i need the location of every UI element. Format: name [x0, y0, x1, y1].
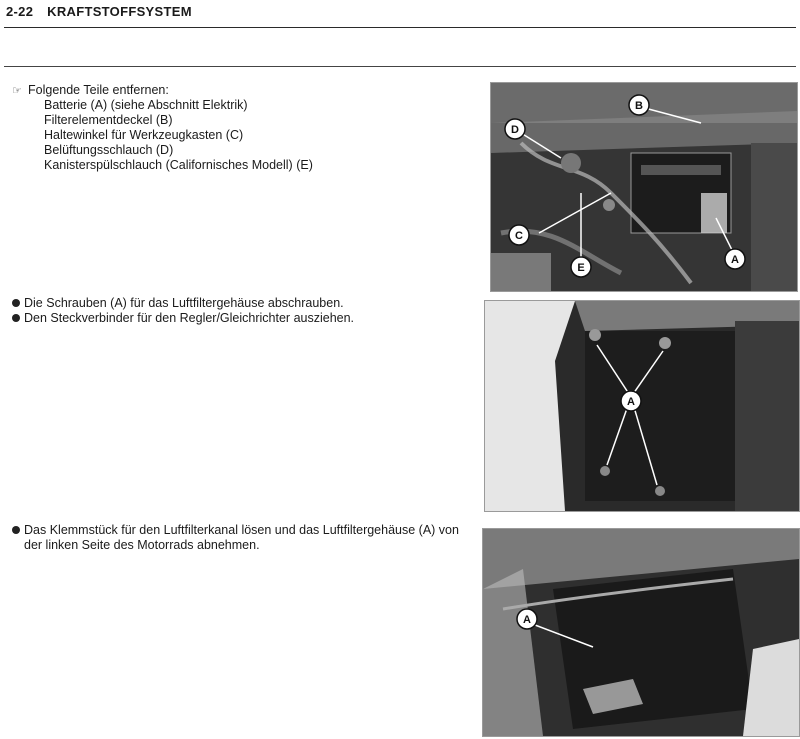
- header-rule: [4, 27, 796, 28]
- callout-a: [621, 391, 641, 411]
- step-item: [12, 311, 472, 326]
- pointer-icon: ☞: [12, 85, 22, 97]
- step-text: Das Klemmstück für den Luftfilterkanal lösen und das Luftfiltergehäuse (A) von der linken Seite des Motorrads abnehmen.: [24, 523, 459, 552]
- svg-text:B: B: [635, 100, 643, 112]
- list-item: Belüftungsschlauch (D): [44, 143, 174, 157]
- photo-removal-illustration: [483, 529, 799, 736]
- step-item: [12, 523, 472, 553]
- callout-c: [509, 225, 529, 245]
- svg-text:A: A: [731, 254, 739, 266]
- page-number: 2-22: [6, 4, 34, 19]
- svg-text:A: A: [523, 614, 531, 626]
- photo-battery-illustration: [491, 83, 797, 291]
- removal-lead: [12, 83, 472, 98]
- callout-b: [629, 95, 649, 115]
- bullet-icon: [12, 299, 20, 307]
- airbox-removal-section: [12, 523, 472, 553]
- section-divider: [4, 66, 796, 67]
- photo-screws-illustration: [485, 301, 799, 511]
- step-item: [12, 296, 472, 311]
- list-item: Filterelementdeckel (B): [44, 113, 173, 127]
- page-header: [6, 4, 796, 26]
- step-text: Die Schrauben (A) für das Luftfiltergehäuse abschrauben.: [24, 296, 344, 310]
- photo-airbox-screws: [484, 300, 800, 512]
- screws-steps: [12, 296, 472, 326]
- callout-a: [725, 249, 745, 269]
- bullet-icon: [12, 526, 20, 534]
- svg-text:E: E: [577, 262, 585, 274]
- list-item: Kanisterspülschlauch (Californisches Modell) (E): [44, 158, 313, 172]
- photo-airbox-removal: [482, 528, 800, 737]
- chapter-title: KRAFTSTOFFSYSTEM: [47, 4, 192, 19]
- list-item: Haltewinkel für Werkzeugkasten (C): [44, 128, 244, 142]
- photo-battery-area: [490, 82, 798, 292]
- removal-lead-text: Folgende Teile entfernen:: [28, 83, 169, 97]
- svg-text:A: A: [627, 396, 635, 408]
- list-item: Batterie (A) (siehe Abschnitt Elektrik): [44, 98, 248, 112]
- callout-e: [571, 257, 591, 277]
- callout-a: [517, 609, 537, 629]
- airbox-steps: [12, 523, 472, 553]
- svg-text:C: C: [515, 230, 523, 242]
- callout-d: [505, 119, 525, 139]
- step-text: Den Steckverbinder für den Regler/Gleichrichter ausziehen.: [24, 311, 355, 325]
- screws-section: [12, 296, 472, 326]
- svg-text:D: D: [511, 124, 519, 136]
- removal-parts-list: [12, 98, 472, 173]
- bullet-icon: [12, 314, 20, 322]
- removal-parts-section: [12, 83, 472, 173]
